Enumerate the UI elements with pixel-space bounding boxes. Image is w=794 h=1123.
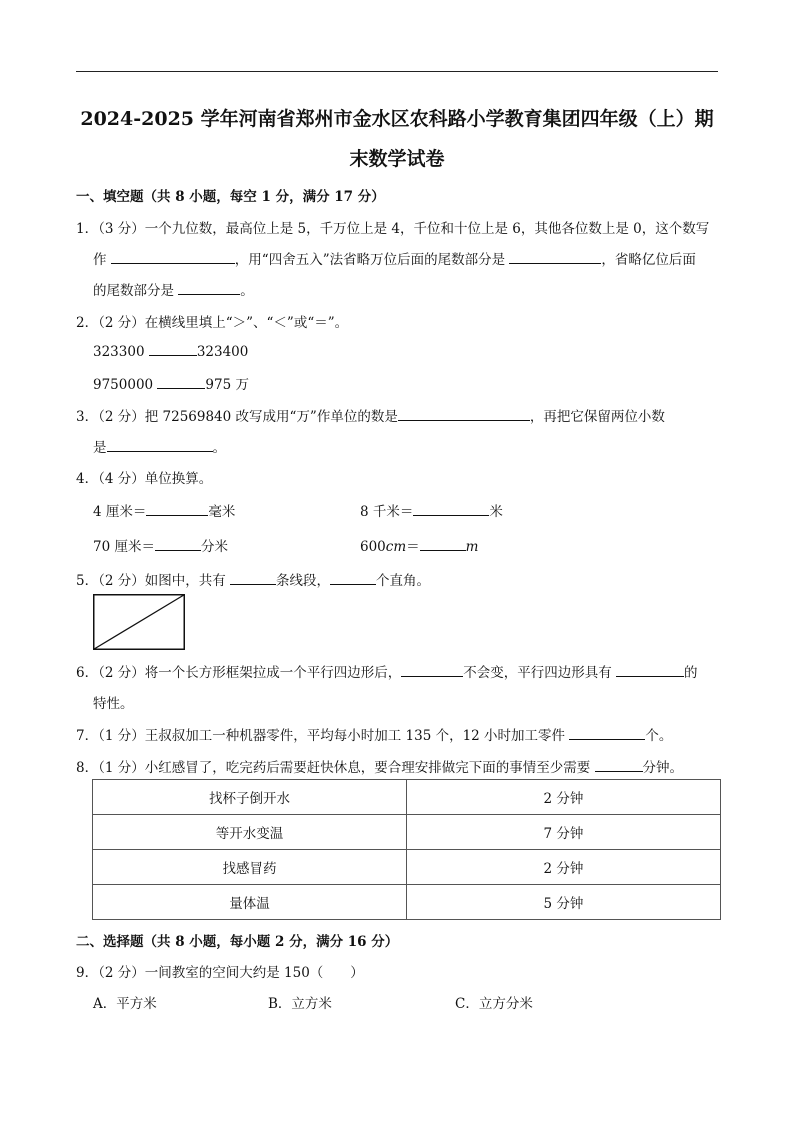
q5-line: [76, 569, 430, 589]
q4-item-1: [93, 500, 235, 520]
q7-line: [76, 724, 672, 744]
task-cell: 找感冒药: [93, 850, 407, 885]
answer-blank[interactable]: [569, 727, 645, 740]
answer-blank[interactable]: [398, 408, 530, 421]
q6-text-a: 6．（2 分）将一个长方形框架拉成一个平行四边形后，: [76, 665, 402, 681]
task-time-table: [92, 779, 721, 920]
q2-stem: 2．（2 分）在横线里填上“＞”、“＜”或“＝”。: [76, 315, 349, 331]
q4-i4-unit-m: m: [465, 539, 479, 555]
rectangle-diagonal-figure: [93, 594, 185, 650]
q1-line-2: [93, 248, 696, 268]
q6-line-1: [76, 661, 698, 681]
q1-text-d: 的尾数部分是: [93, 283, 179, 299]
answer-blank[interactable]: [616, 664, 684, 677]
q4-item-2: [360, 500, 503, 520]
q3-line-2: [93, 436, 226, 456]
q2-r1-left: 323300: [93, 344, 149, 360]
title-line-2: 末数学试卷: [349, 148, 445, 170]
q9-option-a[interactable]: A．平方米: [93, 996, 157, 1012]
q2-row-1: [93, 343, 248, 360]
q6-line-2: 特性。: [93, 696, 134, 712]
q4-i2-left: 8 千米＝: [360, 504, 414, 520]
q4-stem: 4．（4 分）单位换算。: [76, 471, 213, 487]
title-line-1: 2024-2025 学年河南省郑州市金水区农科路小学教育集团四年级（上）期: [80, 108, 714, 130]
q3-text-b: ，再把它保留两位小数: [529, 409, 665, 425]
q3-text-a: 3．（2 分）把 72569840 改写成用“万”作单位的数是: [76, 409, 398, 425]
q9-stem: 9．（2 分）一间教室的空间大约是 150（ ）: [76, 965, 364, 981]
task-cell: 量体温: [93, 885, 407, 920]
answer-blank[interactable]: [157, 376, 205, 389]
answer-blank[interactable]: [230, 572, 276, 585]
q8-text-a: 8．（1 分）小红感冒了，吃完药后需要赶快休息，要合理安排做完下面的事情至少需要: [76, 760, 595, 776]
header-rule: [76, 71, 718, 72]
q4-i3-left: 70 厘米＝: [93, 539, 155, 555]
table-row: [93, 815, 721, 850]
q4-i1-unit: 毫米: [208, 504, 236, 520]
q7-text-a: 7．（1 分）王叔叔加工一种机器零件，平均每小时加工 135 个，12 小时加工零件: [76, 728, 570, 744]
q4-i2-unit: 米: [489, 504, 503, 520]
q2-r2-right: 975 万: [205, 377, 249, 393]
answer-blank[interactable]: [155, 538, 201, 551]
answer-blank[interactable]: [149, 343, 197, 356]
q5-text-a: 5．（2 分）如图中，共有: [76, 573, 231, 589]
q2-r1-right: 323400: [196, 344, 249, 360]
answer-blank[interactable]: [111, 251, 235, 264]
time-cell: 2 分钟: [407, 780, 721, 815]
q1-line-1: 1．（3 分）一个九位数，最高位上是 5，千万位上是 4，千位和十位上是 6，其他各位数上是 0，这个数写: [76, 221, 710, 237]
answer-blank[interactable]: [146, 503, 208, 516]
answer-blank[interactable]: [509, 251, 601, 264]
section-heading-fill-blank: 一、填空题（共 8 小题，每空 1 分，满分 17 分）: [76, 189, 385, 205]
q4-i3-unit: 分米: [200, 539, 228, 555]
q2-row-2: [93, 373, 249, 393]
q9-option-c[interactable]: C．立方分米: [455, 996, 533, 1012]
q4-i4-eq: ＝: [406, 539, 420, 555]
time-cell: 5 分钟: [407, 885, 721, 920]
figure-diagonal: [94, 595, 185, 650]
time-cell: 7 分钟: [407, 815, 721, 850]
q1-text-e: 。: [240, 283, 254, 299]
time-cell: 2 分钟: [407, 850, 721, 885]
section-heading-choice: 二、选择题（共 8 小题，每小题 2 分，满分 16 分）: [76, 934, 399, 950]
q8-line: [76, 756, 683, 776]
task-cell: 等开水变温: [93, 815, 407, 850]
q1-line-3: [93, 279, 254, 299]
answer-blank[interactable]: [420, 538, 466, 551]
q6-text-c: 的: [684, 665, 698, 681]
answer-blank[interactable]: [413, 503, 489, 516]
q4-i1-left: 4 厘米＝: [93, 504, 147, 520]
table-row: [93, 850, 721, 885]
q3-text-c: 是: [93, 440, 107, 456]
q5-text-c: 个直角。: [376, 573, 431, 589]
q4-i4-unit-cm: cm: [385, 539, 407, 555]
answer-blank[interactable]: [107, 439, 213, 452]
q3-line-1: [76, 405, 665, 425]
q6-text-b: 不会变，平行四边形具有: [463, 665, 617, 681]
q1-text-a: 作: [93, 252, 111, 268]
q3-text-d: 。: [212, 440, 226, 456]
q1-text-c: ，省略亿位后面: [601, 252, 696, 268]
task-cell: 找杯子倒开水: [93, 780, 407, 815]
q9-option-b[interactable]: B．立方米: [268, 996, 332, 1012]
answer-blank[interactable]: [401, 664, 463, 677]
q8-text-b: 分钟。: [642, 760, 684, 776]
table-row: [93, 780, 721, 815]
q5-text-b: 条线段，: [276, 573, 331, 589]
answer-blank[interactable]: [595, 759, 643, 772]
answer-blank[interactable]: [178, 282, 240, 295]
q7-text-b: 个。: [645, 728, 673, 744]
table-row: [93, 885, 721, 920]
q4-item-4: [360, 535, 478, 555]
q1-text-b: ，用“四舍五入”法省略万位后面的尾数部分是: [234, 252, 510, 268]
answer-blank[interactable]: [330, 572, 376, 585]
q4-item-3: [93, 535, 228, 555]
q4-i4-num: 600: [360, 539, 386, 555]
q2-r2-left: 9750000: [93, 377, 158, 393]
